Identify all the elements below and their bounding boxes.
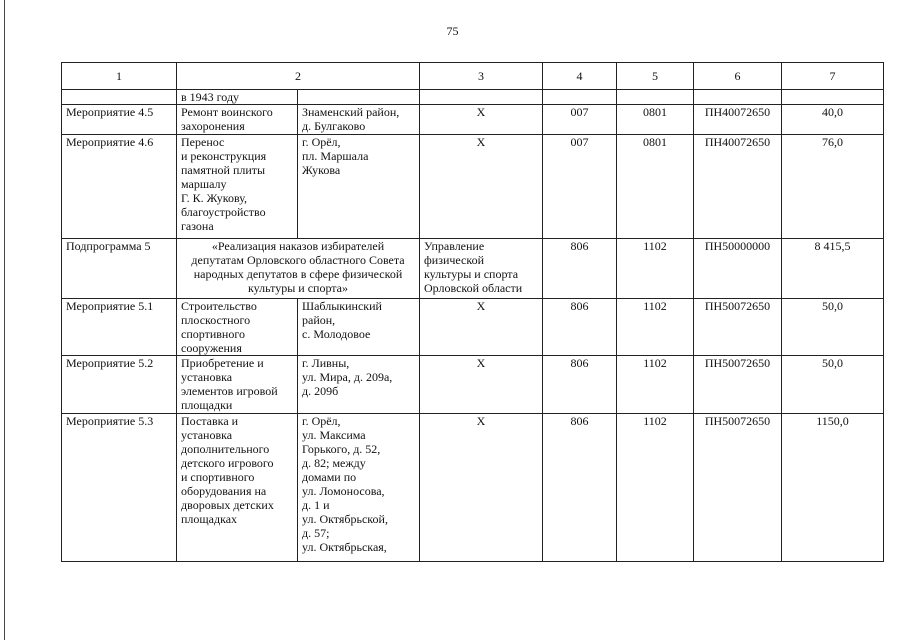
- row-label: Мероприятие 5.3: [62, 414, 177, 562]
- table-cell: [617, 90, 694, 105]
- subprogram-title: «Реализация наказов избирателей депутатам Орловского областного Совета народных депутатов в сфере физической культуры и спорта»: [177, 239, 420, 299]
- program-table: [61, 62, 884, 562]
- target-code-cell: ПН50072650: [694, 299, 782, 356]
- amount-cell: 8 415,5: [782, 239, 884, 299]
- amount-cell: 76,0: [782, 135, 884, 239]
- header-cell: 4: [543, 63, 617, 90]
- header-cell: 5: [617, 63, 694, 90]
- responsible-cell: Х: [420, 414, 543, 562]
- code-cell: 806: [543, 299, 617, 356]
- header-cell: 1: [62, 63, 177, 90]
- section-cell: 1102: [617, 299, 694, 356]
- table-row: [62, 105, 884, 135]
- row-label: Мероприятие 4.6: [62, 135, 177, 239]
- header-cell: 7: [782, 63, 884, 90]
- target-code-cell: ПН50072650: [694, 356, 782, 414]
- event-location: г. Орёл, пл. Маршала Жукова: [298, 135, 420, 239]
- table-cell: [694, 90, 782, 105]
- table-cell: [298, 90, 420, 105]
- amount-cell: 40,0: [782, 105, 884, 135]
- event-name: Перенос и реконструкция памятной плиты маршалу Г. К. Жукову, благоустройство газона: [177, 135, 298, 239]
- row-label: Мероприятие 5.2: [62, 356, 177, 414]
- header-cell: 3: [420, 63, 543, 90]
- left-margin-line: [4, 0, 5, 640]
- table-row: [62, 414, 884, 562]
- subprogram-row: [62, 239, 884, 299]
- section-cell: 0801: [617, 135, 694, 239]
- code-cell: 806: [543, 356, 617, 414]
- event-location: г. Ливны, ул. Мира, д. 209а, д. 209б: [298, 356, 420, 414]
- amount-cell: 50,0: [782, 299, 884, 356]
- table-cell: [420, 90, 543, 105]
- table-cell: [62, 90, 177, 105]
- responsible-cell: Х: [420, 105, 543, 135]
- table-row: [62, 135, 884, 239]
- section-cell: 1102: [617, 239, 694, 299]
- row-label: Мероприятие 5.1: [62, 299, 177, 356]
- header-row: [62, 63, 884, 90]
- table-row: [62, 299, 884, 356]
- table-cell: [543, 90, 617, 105]
- header-cell: 2: [177, 63, 420, 90]
- section-cell: 0801: [617, 105, 694, 135]
- amount-cell: 1150,0: [782, 414, 884, 562]
- row-label: Подпрограмма 5: [62, 239, 177, 299]
- section-cell: 1102: [617, 356, 694, 414]
- responsible-cell: Х: [420, 135, 543, 239]
- section-cell: 1102: [617, 414, 694, 562]
- code-cell: 806: [543, 414, 617, 562]
- target-code-cell: ПН40072650: [694, 135, 782, 239]
- event-name: Приобретение и установка элементов игровой площадки: [177, 356, 298, 414]
- amount-cell: 50,0: [782, 356, 884, 414]
- continuation-row: [62, 90, 884, 105]
- row-label: Мероприятие 4.5: [62, 105, 177, 135]
- event-location: г. Орёл, ул. Максима Горького, д. 52, д. 82; между домами по ул. Ломоносова, д. 1 и ул. Октябрьской, д. 57; ул. Октябрьская,: [298, 414, 420, 562]
- code-cell: 007: [543, 135, 617, 239]
- code-cell: 007: [543, 105, 617, 135]
- responsible-cell: Х: [420, 356, 543, 414]
- page-number: 75: [446, 24, 459, 38]
- header-cell: 6: [694, 63, 782, 90]
- code-cell: 806: [543, 239, 617, 299]
- table-cell: [782, 90, 884, 105]
- table-row: [62, 356, 884, 414]
- target-code-cell: ПН40072650: [694, 105, 782, 135]
- target-code-cell: ПН50072650: [694, 414, 782, 562]
- responsible-cell: Х: [420, 299, 543, 356]
- event-name: Ремонт воинского захоронения: [177, 105, 298, 135]
- event-name: Поставка и установка дополнительного детского игрового и спортивного оборудования на дворовых детских площадках: [177, 414, 298, 562]
- target-code-cell: ПН50000000: [694, 239, 782, 299]
- event-location: Знаменский район, д. Булгаково: [298, 105, 420, 135]
- responsible-cell: Управление физической культуры и спорта Орловской области: [420, 239, 543, 299]
- continuation-text: в 1943 году: [177, 90, 298, 105]
- event-name: Строительство плоскостного спортивного сооружения: [177, 299, 298, 356]
- event-location: Шаблыкинский район, с. Молодовое: [298, 299, 420, 356]
